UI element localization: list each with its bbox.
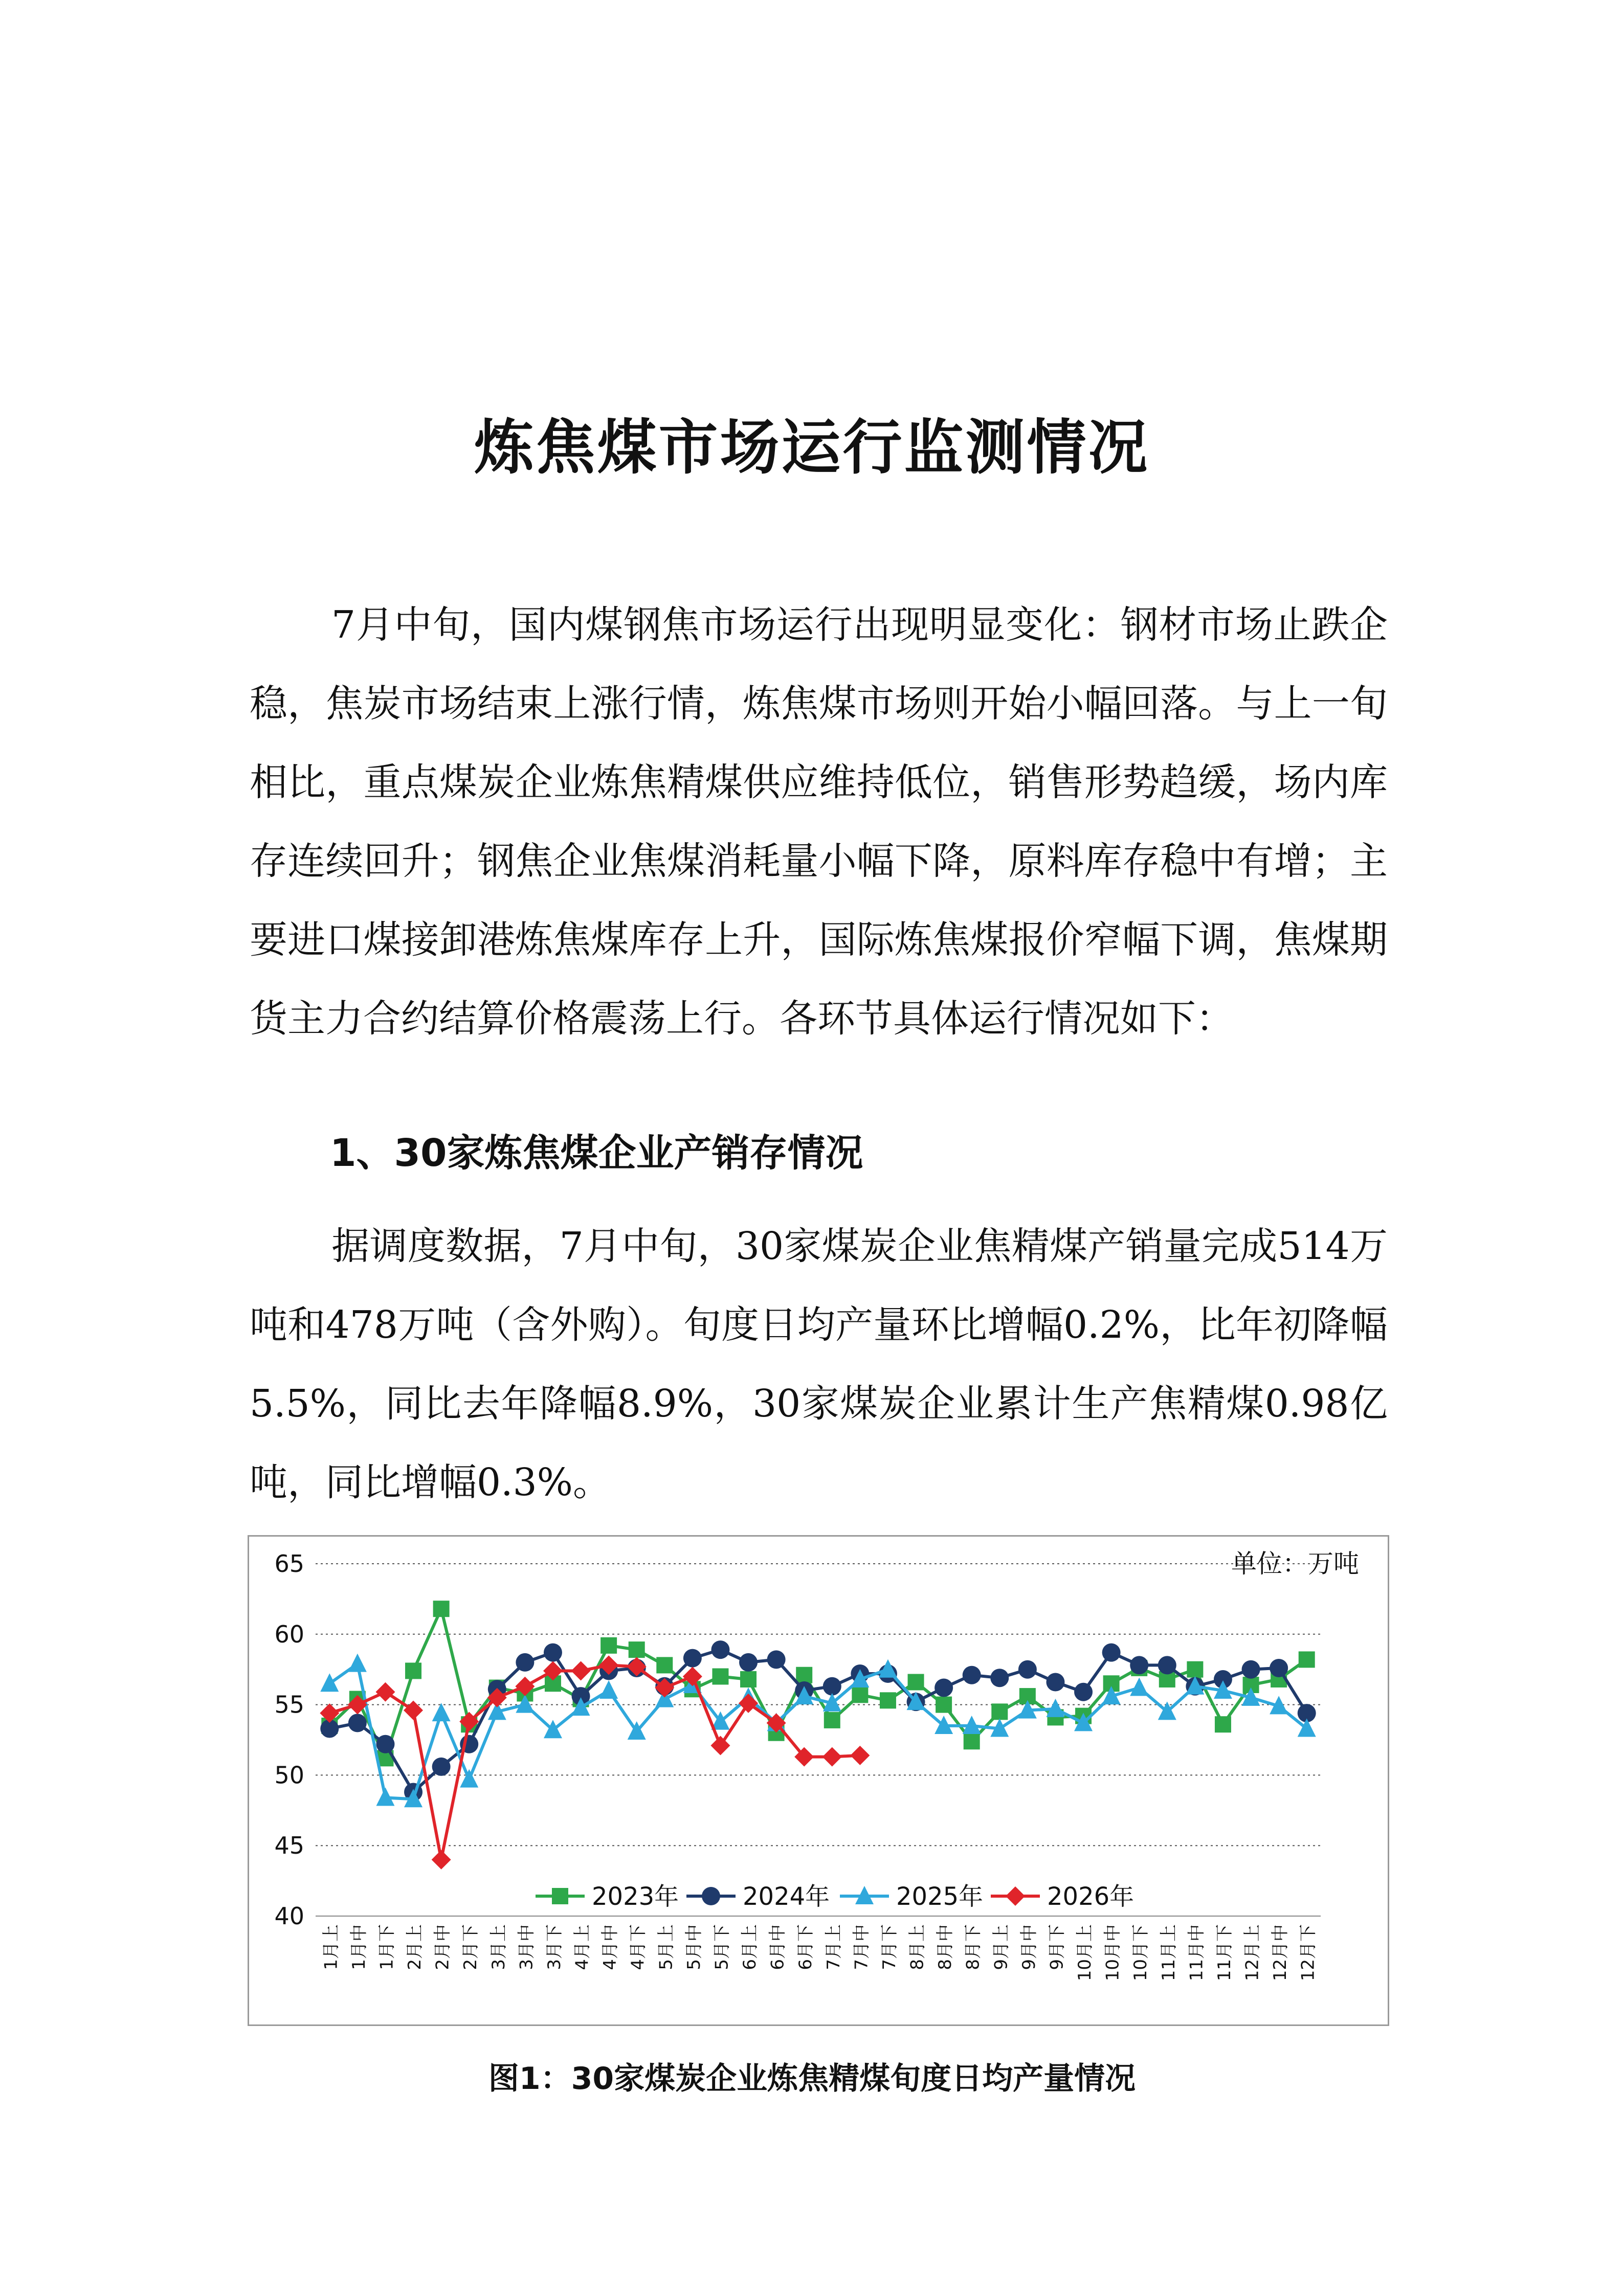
data-point [656,1657,673,1673]
legend-label: 2026年 [1047,1882,1134,1911]
y-tick-label: 40 [274,1902,304,1930]
data-point [767,1650,786,1669]
x-tick-label: 7月下 [879,1924,900,1970]
data-point [850,1746,870,1765]
data-point [740,1671,757,1687]
x-tick-label: 12月下 [1298,1924,1319,1982]
legend-label: 2025年 [896,1882,984,1911]
x-tick-label: 7月中 [851,1924,872,1970]
x-tick-label: 5月下 [711,1924,732,1970]
y-tick-label: 65 [274,1550,304,1578]
legend-marker [702,1887,720,1905]
data-point [1215,1716,1231,1732]
data-point [375,1682,395,1702]
intro-paragraph [250,586,1388,1058]
data-point [935,1679,953,1697]
x-tick-label: 4月上 [572,1924,593,1970]
data-point [711,1640,729,1659]
x-tick-label: 6月下 [795,1924,816,1970]
x-tick-label: 4月下 [628,1924,649,1970]
data-point [1018,1660,1037,1679]
legend-marker [552,1888,568,1904]
y-tick-label: 50 [274,1761,304,1789]
x-tick-label: 8月中 [935,1924,956,1970]
x-tick-label: 4月中 [600,1924,621,1970]
x-tick-label: 12月中 [1270,1924,1291,1982]
data-point [405,1662,421,1679]
intro-paragraph-text: 7月中旬，国内煤钢焦市场运行出现明显变化：钢材市场止跌企稳，焦炭市场结束上涨行情，炼焦煤市场则开始小幅回落。与上一旬相比，重点煤炭企业炼焦精煤供应维持低位，销售形势趋缓，场内库存连续回升；钢焦企业焦煤消耗量小幅下降，原料库存稳中有增；主要进口煤接卸港炼焦煤库存上升，国际炼焦煤报价窄幅下调，焦煤期货主力合约结算价格震荡上行。各环节具体运行情况如下： [250,603,1388,1041]
y-tick-label: 60 [274,1620,304,1648]
x-tick-label: 10月中 [1102,1924,1123,1982]
x-tick-label: 3月下 [544,1924,565,1970]
data-point [710,1736,730,1755]
x-tick-label: 1月下 [376,1924,397,1970]
x-tick-label: 3月上 [488,1924,509,1970]
data-point [376,1735,394,1753]
data-point [1046,1673,1064,1692]
data-point [1270,1659,1288,1677]
x-tick-label: 5月中 [683,1924,704,1970]
legend-marker [1006,1886,1025,1906]
x-tick-label: 1月中 [348,1924,369,1970]
x-tick-label: 11月下 [1214,1924,1235,1982]
data-point [432,1703,451,1721]
x-tick-label: 10月上 [1075,1924,1096,1982]
data-point [990,1669,1009,1687]
data-point [600,1637,617,1654]
series-line-2026年 [329,1665,860,1859]
data-point [1299,1651,1315,1668]
data-point [1158,1656,1176,1674]
data-point [404,1701,423,1720]
x-tick-label: 11月中 [1186,1924,1207,1982]
data-point [683,1649,702,1668]
data-point [936,1697,952,1713]
x-tick-label: 8月上 [907,1924,928,1970]
data-point [739,1653,758,1672]
data-point [964,1733,980,1749]
data-point [320,1673,339,1692]
data-point [571,1661,591,1680]
data-point [712,1668,728,1684]
x-tick-label: 1月上 [321,1924,342,1970]
production-paragraph [250,1207,1388,1522]
chart-svg [249,1537,1388,2024]
data-point [908,1674,924,1691]
x-tick-label: 11月上 [1158,1924,1179,1982]
x-tick-label: 12月上 [1242,1924,1263,1982]
x-tick-label: 5月上 [656,1924,677,1970]
section-heading: 1、30家炼焦煤企业产销存情况 [330,1131,863,1175]
data-point [433,1601,450,1617]
data-point [991,1703,1008,1720]
x-tick-label: 6月上 [740,1924,761,1970]
data-point [348,1654,367,1672]
x-tick-label: 10月下 [1130,1924,1151,1982]
data-point [1130,1678,1148,1696]
data-point [1242,1660,1260,1679]
data-point [599,1680,618,1699]
x-tick-label: 9月下 [1047,1924,1067,1970]
x-tick-label: 9月上 [991,1924,1012,1970]
data-point [629,1641,645,1658]
legend-label: 2024年 [743,1882,830,1911]
x-tick-label: 6月中 [767,1924,788,1970]
data-point [824,1712,840,1728]
page-title: 炼焦煤市场运行监测情况 [474,413,1150,482]
x-tick-label: 3月中 [516,1924,537,1970]
unit-label: 单位：万吨 [1231,1549,1359,1579]
data-point [823,1677,841,1696]
legend-label: 2023年 [592,1882,679,1911]
x-tick-label: 9月中 [1018,1924,1039,1970]
data-point [880,1692,896,1708]
y-tick-label: 55 [274,1691,304,1719]
data-point [1102,1644,1121,1662]
x-tick-label: 2月中 [432,1924,453,1970]
data-point [963,1666,981,1684]
data-point [1130,1656,1148,1674]
data-point [822,1747,842,1767]
data-point [516,1653,534,1672]
production-chart [248,1535,1389,2026]
data-point [796,1667,812,1683]
figure-caption: 图1：30家煤炭企业炼焦精煤旬度日均产量情况 [488,2061,1136,2097]
production-paragraph-text: 据调度数据，7月中旬，30家煤炭企业焦精煤产销量完成514万吨和478万吨（含外购）。旬度日均产量环比增幅0.2%，比年初降幅5.5%，同比去年降幅8.9%，30家煤炭企业累计生产焦精煤0.98亿吨，同比增幅0.3%。 [250,1224,1388,1504]
data-point [739,1694,758,1713]
x-tick-label: 2月下 [460,1924,481,1970]
data-point [1298,1718,1316,1737]
data-point [460,1769,478,1788]
data-point [1187,1661,1203,1678]
data-point [348,1714,367,1732]
x-tick-label: 8月下 [963,1924,984,1970]
x-tick-label: 7月上 [823,1924,844,1970]
x-tick-label: 2月上 [405,1924,426,1970]
data-point [544,1644,562,1662]
data-point [1074,1683,1093,1701]
y-tick-label: 45 [274,1832,304,1860]
data-point [432,1850,451,1870]
data-point [852,1686,868,1703]
data-point [432,1758,451,1776]
